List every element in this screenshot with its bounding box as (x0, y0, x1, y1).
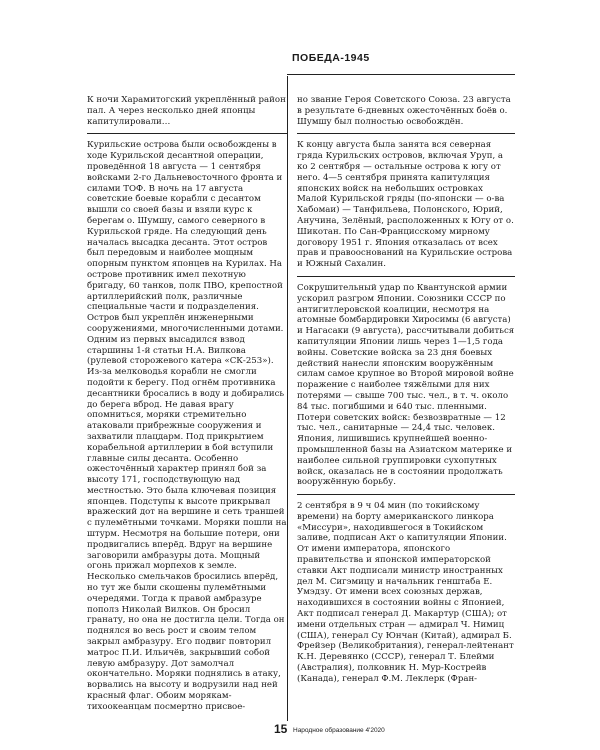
column-divider (287, 76, 288, 721)
paragraph-separator (297, 133, 515, 134)
page-number: 15 (274, 722, 288, 736)
section-title: ПОБЕДА-1945 (292, 52, 370, 64)
left-column (87, 95, 287, 719)
paragraph: Курильские острова были освобождены в ходе Курильской десантной операции, проведённой 18 августа — 1 сентября войсками 2-го Дальневосточного фронта и силами ТОФ. В ночь на 17 августа советские боевые корабли с десантом вышли со своей базы и взяли курс к берегам о. Шумшу, самого северного в Курильской гряде. На следующий день началась высадка десанта. Этот остров был передовым и наиболее мощным опорным пунктом японцев на Курилах. На острове противник имел пехотную бригаду, 60 танков, полк ПВО, крепостной артиллерийский полк, различные специальные части и подразделения. Остров был укреплён инженерными сооружениями, многочисленными дотами. Одним из первых высадился взвод старшины 1-й статьи Н.А. Вилкова (рулевой сторожевого катера «СК-253»). Из-за мелководья корабли не смогли подойти к берегу. Под огнём противника десантники бросались в воду и добирались до берега вброд. Не давая врагу опомниться, моряки стремительно атаковали прибрежные сооружения и захватили плацдарм. Под прикрытием корабельной артиллерии в бой вступили главные силы десанта. Особенно ожесточённый характер принял бой за высоту 171, господствующую над местностью. Это была ключевая позиция японцев. Подступы к высоте прикрывал вражеский дот на вершине и сеть траншей с пулемётными точками. Моряки пошли на штурм. Несмотря на большие потери, они продвигались вперёд. Вдруг на вершине заговорили амбразуры дота. Мощный огонь прижал морпехов к земле. Несколько смельчаков бросились вперёд, но тут же были скошены пулемётными очередями. Тогда к правой амбразуре пополз Николай Вилков. Он бросил гранату, но она не достигла цели. Тогда он поднялся во весь рост и своим телом закрыл амбразуру. Его подвиг повторил матрос П.И. Ильичёв, закрывший собой левую амбразуру. Дот замолчал окончательно. Моряки поднялись в атаку, ворвались на высоту и водрузили над ней красный флаг. Обоим морякам-тихоокеанцам посмертно присвое- (87, 140, 287, 712)
paragraph-separator (297, 276, 515, 277)
paragraph: Сокрушительный удар по Квантунской армии ускорил разгром Японии. Союзники СССР по антигитлеровской коалиции, несмотря на атомные бомбардировки Хиросимы (6 августа) и Нагасаки (9 августа), рассчитывали добиться капитуляции Японии лишь через 1—1,5 года войны. Советские войска за 23 дня боевых действий нанесли японским вооружённым силам самое крупное во Второй мировой войне поражение с наиболее тяжёлыми для них потерями — свыше 700 тыс. чел., в т. ч. около 84 тыс. погибшими и 640 тыс. пленными. Потери советских войск: безвозвратные — 12 тыс. чел., санитарные — 24,4 тыс. человек. Япония, лишившись крупнейшей военно-промышленной базы на Азиатском материке и наиболее сильной группировки сухопутных войск, оказалась не в состоянии продолжать вооружённую борьбу. (297, 282, 515, 488)
paragraph-separator (297, 494, 515, 495)
paragraph: К ночи Харамитогский укреплённый район пал. А через несколько дней японцы капитулировали… (87, 95, 286, 127)
journal-name: Народное образование 4'2020 (293, 727, 385, 734)
header-rule (287, 74, 515, 75)
right-column (297, 95, 515, 691)
paragraph: К концу августа была занята вся северная гряда Курильских островов, включая Уруп, а ко 2 сентября — остальные острова к югу от него. 4—5 сентября принята капитуляция японских войск на небольших островках Малой Курильской гряды (по-японски — о-ва Хабомаи) — Танфильева, Полонского, Юрий, Анучина, Зелёный, расположенных к Югу от о. Шикотан. По Сан-Францисскому мирному договору 1951 г. Япония отказалась от всех прав и правооснований на Курильские острова и Южный Сахалин. (297, 140, 514, 270)
paragraph: 2 сентября в 9 ч 04 мин (по токийскому времени) на борту американского линкора «Миссури», находившегося в Токийском заливе, подписан Акт о капитуляции Японии. От имени императора, японского правительства и японской императорской ставки Акт подписали министр иностранных дел М. Сигэмицу и начальник генштаба Е. Умэдзу. От имени всех союзных держав, находившихся в состоянии войны с Японией, Акт подписал генерал Д. Макартур (США); от имени отдельных стран — адмирал Ч. Нимиц (США), генерал Су Юнчан (Китай), адмирал Б. Фрейзер (Великобритания), генерал-лейтенант К.Н. Деревянко (СССР), генерал Т. Блейми (Австралия), полковник Н. Мур-Кострейв (Канада), генерал Ф.М. Леклерк (Фран- (297, 501, 514, 684)
paragraph: но звание Героя Советского Союза. 23 августа в результате 6-дневных ожесточённых боёв о. Шумшу был полностью освобождён. (297, 95, 511, 127)
paragraph-separator (87, 133, 287, 134)
